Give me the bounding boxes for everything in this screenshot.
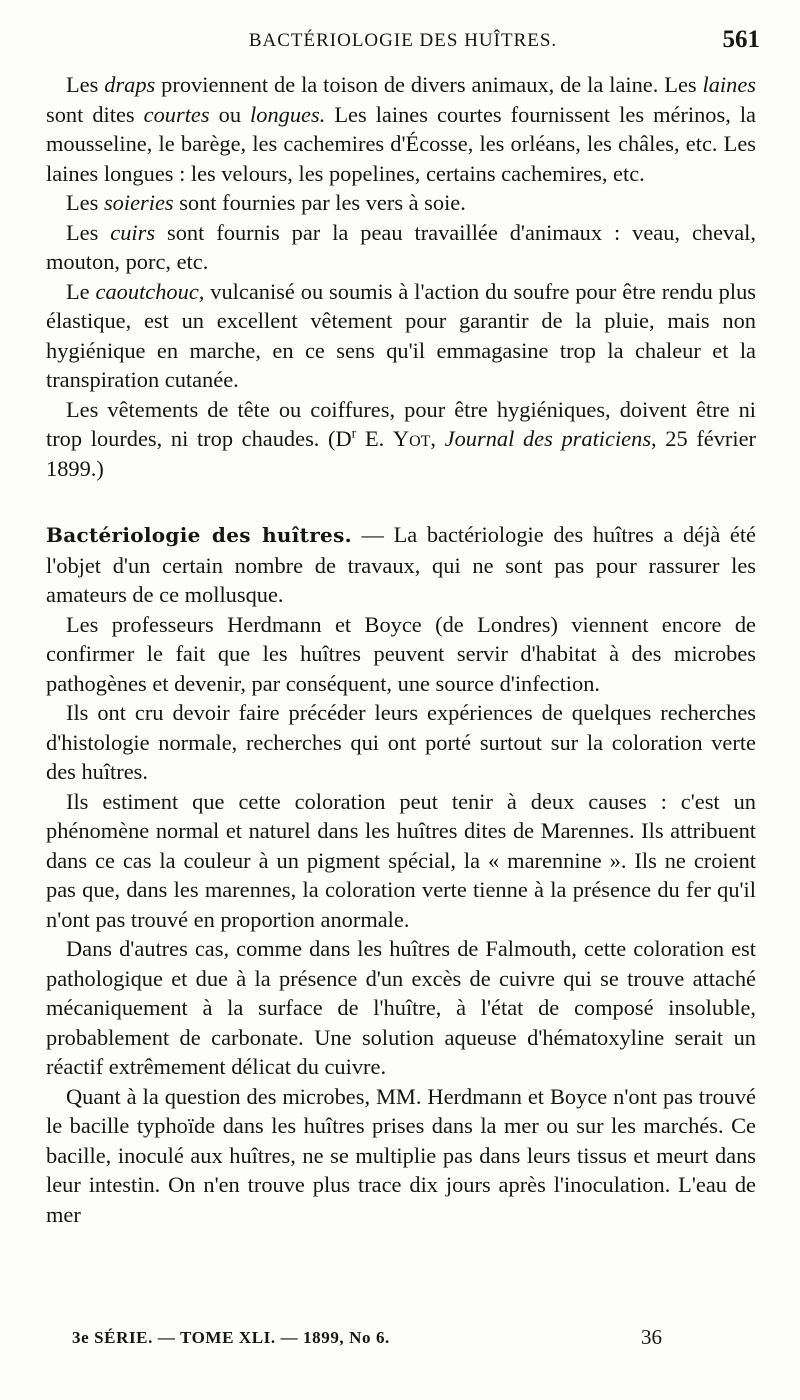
running-title: BACTÉRIOLOGIE DES HUÎTRES. xyxy=(248,30,558,51)
italic-term: caoutchouc, xyxy=(95,278,205,304)
text-run: Les laines courtes fournissent les mérinos, la mousseline, le barège, les cachemires d'Écosse, les orléans, les châles, etc. Les laines longues : les velours, les popelines, certains cachemires, etc. xyxy=(46,101,756,186)
series-info: 3e SÉRIE. — TOME XLI. — 1899, No 6. xyxy=(72,1328,390,1347)
text-run: Les vêtements de tête ou coiffures, pour être hygiéniques, doivent être ni trop lourdes, ni trop chaudes. (D xyxy=(46,396,756,451)
paragraph-falmouth: Dans d'autres cas, comme dans les huîtres de Falmouth, cette coloration est pathologique et due à la présence d'un excès de cuivre qui se trouve attaché mécaniquement à la surface de l'huître, à l'état de composé insoluble, probablement de carbonate. Une solution aqueuse d'hématoxyline serait un réactif extrêmement délicat du cuivre. xyxy=(46,936,756,1079)
text-run: , xyxy=(430,426,445,451)
text-run: sont fournis par la peau travaillée d'animaux : veau, cheval, mouton, porc, etc. xyxy=(46,219,756,274)
text-run: Les xyxy=(66,72,105,97)
text-run: proviennent de la toison de divers animaux, de la laine. Les xyxy=(155,72,703,97)
paragraph-microbes: Quant à la question des microbes, MM. Herdmann et Boyce n'ont pas trouvé le bacille typhoïde dans les huîtres prises dans la mer ou sur les marchés. Ce bacille, inoculé aux huîtres, ne se multiplie pas dans leurs tissus et meurt dans leur intestin. On n'en trouve plus trace dix jours après l'inoculation. L'eau de mer xyxy=(46,1083,756,1227)
paragraph-soieries xyxy=(46,188,756,218)
paragraph-histologie: Ils ont cru devoir faire précéder leurs expériences de quelques recherches d'histologie normale, recherches qui ont porté surtout sur la coloration verte des huîtres. xyxy=(46,700,756,784)
page-header xyxy=(46,26,760,58)
text-run: Les xyxy=(66,219,111,245)
sheet-number: 36 xyxy=(641,1325,662,1349)
paragraph-herdmann-boyce: Les professeurs Herdmann et Boyce (de Londres) viennent encore de confirmer le fait que les huîtres peuvent servir d'habitat à des microbes pathogènes et devenir, par conséquent, une source d'infection. xyxy=(46,611,756,696)
text-run: Le xyxy=(66,278,96,304)
paragraph-bacteriologie xyxy=(46,520,756,610)
italic-term: laines xyxy=(702,72,756,97)
page-footer xyxy=(72,1325,662,1349)
italic-term: soieries xyxy=(103,190,174,215)
text-run: , 25 février 1899.) xyxy=(46,426,756,481)
text-run: vulcanisé ou soumis à l'action du soufre pour être rendu plus élastique, est un excellent vêtement pour garantir de la pluie, mais non hygiénique en marche, en ce sens qu'il emmagasine trop la chaleur et la transpiration cutanée. xyxy=(46,278,757,392)
italic-term: longues. xyxy=(250,101,326,127)
paragraph-caoutchouc xyxy=(46,277,756,395)
text-run: ou xyxy=(209,101,251,127)
paragraph-cuirs xyxy=(46,218,756,277)
text-run: E. xyxy=(356,426,393,451)
section-title: Bactériologie des huîtres. xyxy=(46,523,352,547)
text-run: sont fournies par les vers à soie. xyxy=(173,190,466,215)
paragraph-coloration: Ils estiment que cette coloration peut tenir à deux causes : c'est un phénomène normal et naturel dans les huîtres dites de Marennes. Ils attribuent dans ce cas la couleur à un pigment spécial, la « marennine ». Ils ne croient pas que, dans les marennes, la coloration verte tienne à la présence du fer qu'il n'ont pas trouvé en proportion anormale. xyxy=(46,788,756,932)
text-run: — La bactériologie des huîtres a déjà été l'objet d'un certain nombre de travaux, qui ne sont pas pour rassurer les amateurs de ce mollusque. xyxy=(46,522,756,607)
italic-term: courtes xyxy=(143,101,210,127)
text-run: Les xyxy=(66,190,104,215)
journal-title: Journal des praticiens xyxy=(444,426,652,451)
paragraph-draps xyxy=(46,70,756,188)
paragraph-coiffures xyxy=(46,395,756,484)
body-text xyxy=(46,70,756,1229)
text-run: sont dites xyxy=(46,101,144,127)
italic-term: cuirs xyxy=(110,219,156,245)
superscript: r xyxy=(351,426,357,442)
italic-term: draps xyxy=(104,72,156,97)
author-name: Yot xyxy=(392,426,431,451)
page-number: 561 xyxy=(722,26,760,53)
